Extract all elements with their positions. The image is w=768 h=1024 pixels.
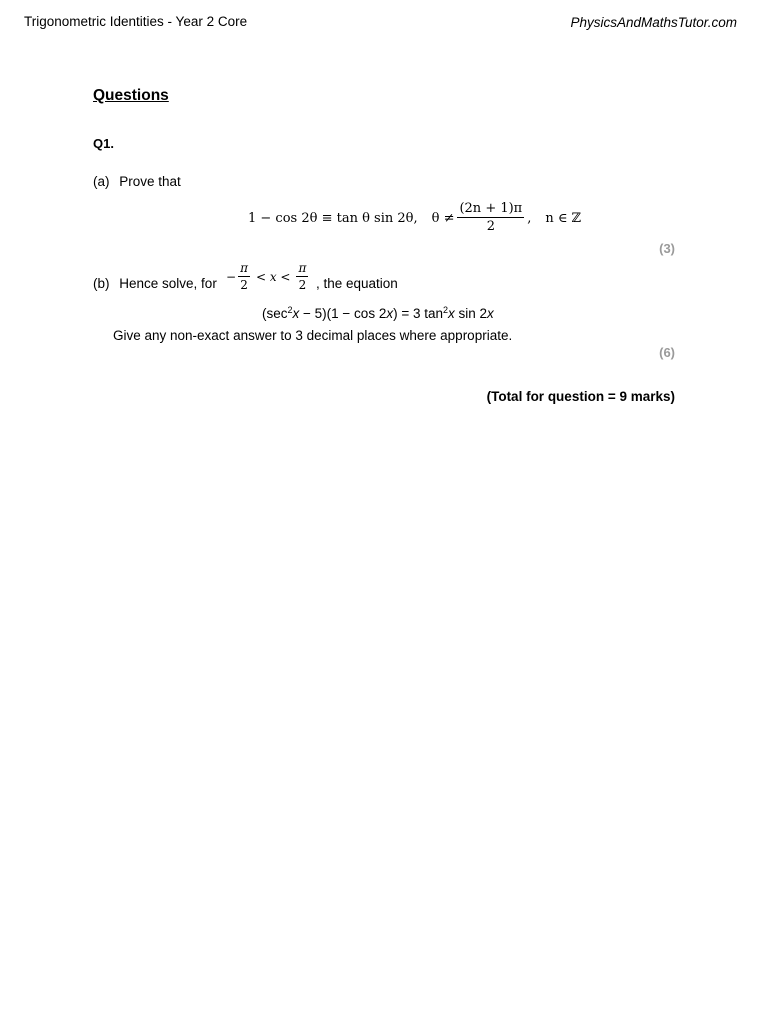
instruction-text: Give any non-exact answer to 3 decimal places where appropriate. <box>113 328 513 343</box>
eq-variable: x <box>292 306 300 321</box>
part-b-marks: (6) <box>659 345 675 360</box>
identity-lhs: 1 − cos 2θ ≡ tan θ sin 2θ, <box>248 210 418 226</box>
trig-equation <box>262 305 494 321</box>
eq-part: (sec <box>262 306 288 321</box>
part-a-prompt <box>93 174 181 189</box>
condition-fraction <box>457 202 524 235</box>
part-b-label: (b) <box>93 276 110 291</box>
condition-denominator: 2 <box>486 218 495 234</box>
eq-variable: x <box>448 306 455 321</box>
range-inequality <box>226 261 310 293</box>
eq-superscript: 2 <box>443 305 449 315</box>
condition-suffix: , <box>527 210 532 226</box>
eq-part: sin 2 <box>454 306 488 321</box>
part-b-after-range: , the equation <box>316 276 398 291</box>
range-fraction-right <box>296 262 308 293</box>
part-a-label: (a) <box>93 174 110 189</box>
range-numerator-right: π <box>296 262 308 277</box>
range-denominator-left: 2 <box>240 277 248 292</box>
eq-superscript: 2 <box>287 305 293 315</box>
header-site: PhysicsAndMathsTutor.com <box>570 15 737 30</box>
identity-expression <box>248 200 581 236</box>
condition-prefix: θ ≠ <box>431 210 455 226</box>
part-a-marks: (3) <box>659 241 675 256</box>
questions-heading: Questions <box>93 87 169 104</box>
range-denominator-right: 2 <box>298 277 307 292</box>
range-minus: − <box>226 270 237 284</box>
eq-part: − 5)(1 − cos 2 <box>299 306 387 321</box>
total-marks: (Total for question = 9 marks) <box>486 389 675 404</box>
eq-variable: x <box>487 306 494 321</box>
part-b-prompt <box>93 276 217 291</box>
eq-part: ) = 3 tan <box>393 306 443 321</box>
eq-variable: x <box>386 306 394 321</box>
range-fraction-left <box>238 262 250 293</box>
range-middle: < x < <box>255 270 291 284</box>
part-b-text: Hence solve, for <box>119 276 217 291</box>
condition-numerator: (2n + 1)π <box>457 202 524 218</box>
question-number: Q1. <box>93 136 114 151</box>
part-a-text: Prove that <box>119 174 181 189</box>
set-condition: n ∈ ℤ <box>545 210 582 226</box>
header-title: Trigonometric Identities - Year 2 Core <box>24 14 248 29</box>
range-numerator-left: π <box>238 262 250 277</box>
